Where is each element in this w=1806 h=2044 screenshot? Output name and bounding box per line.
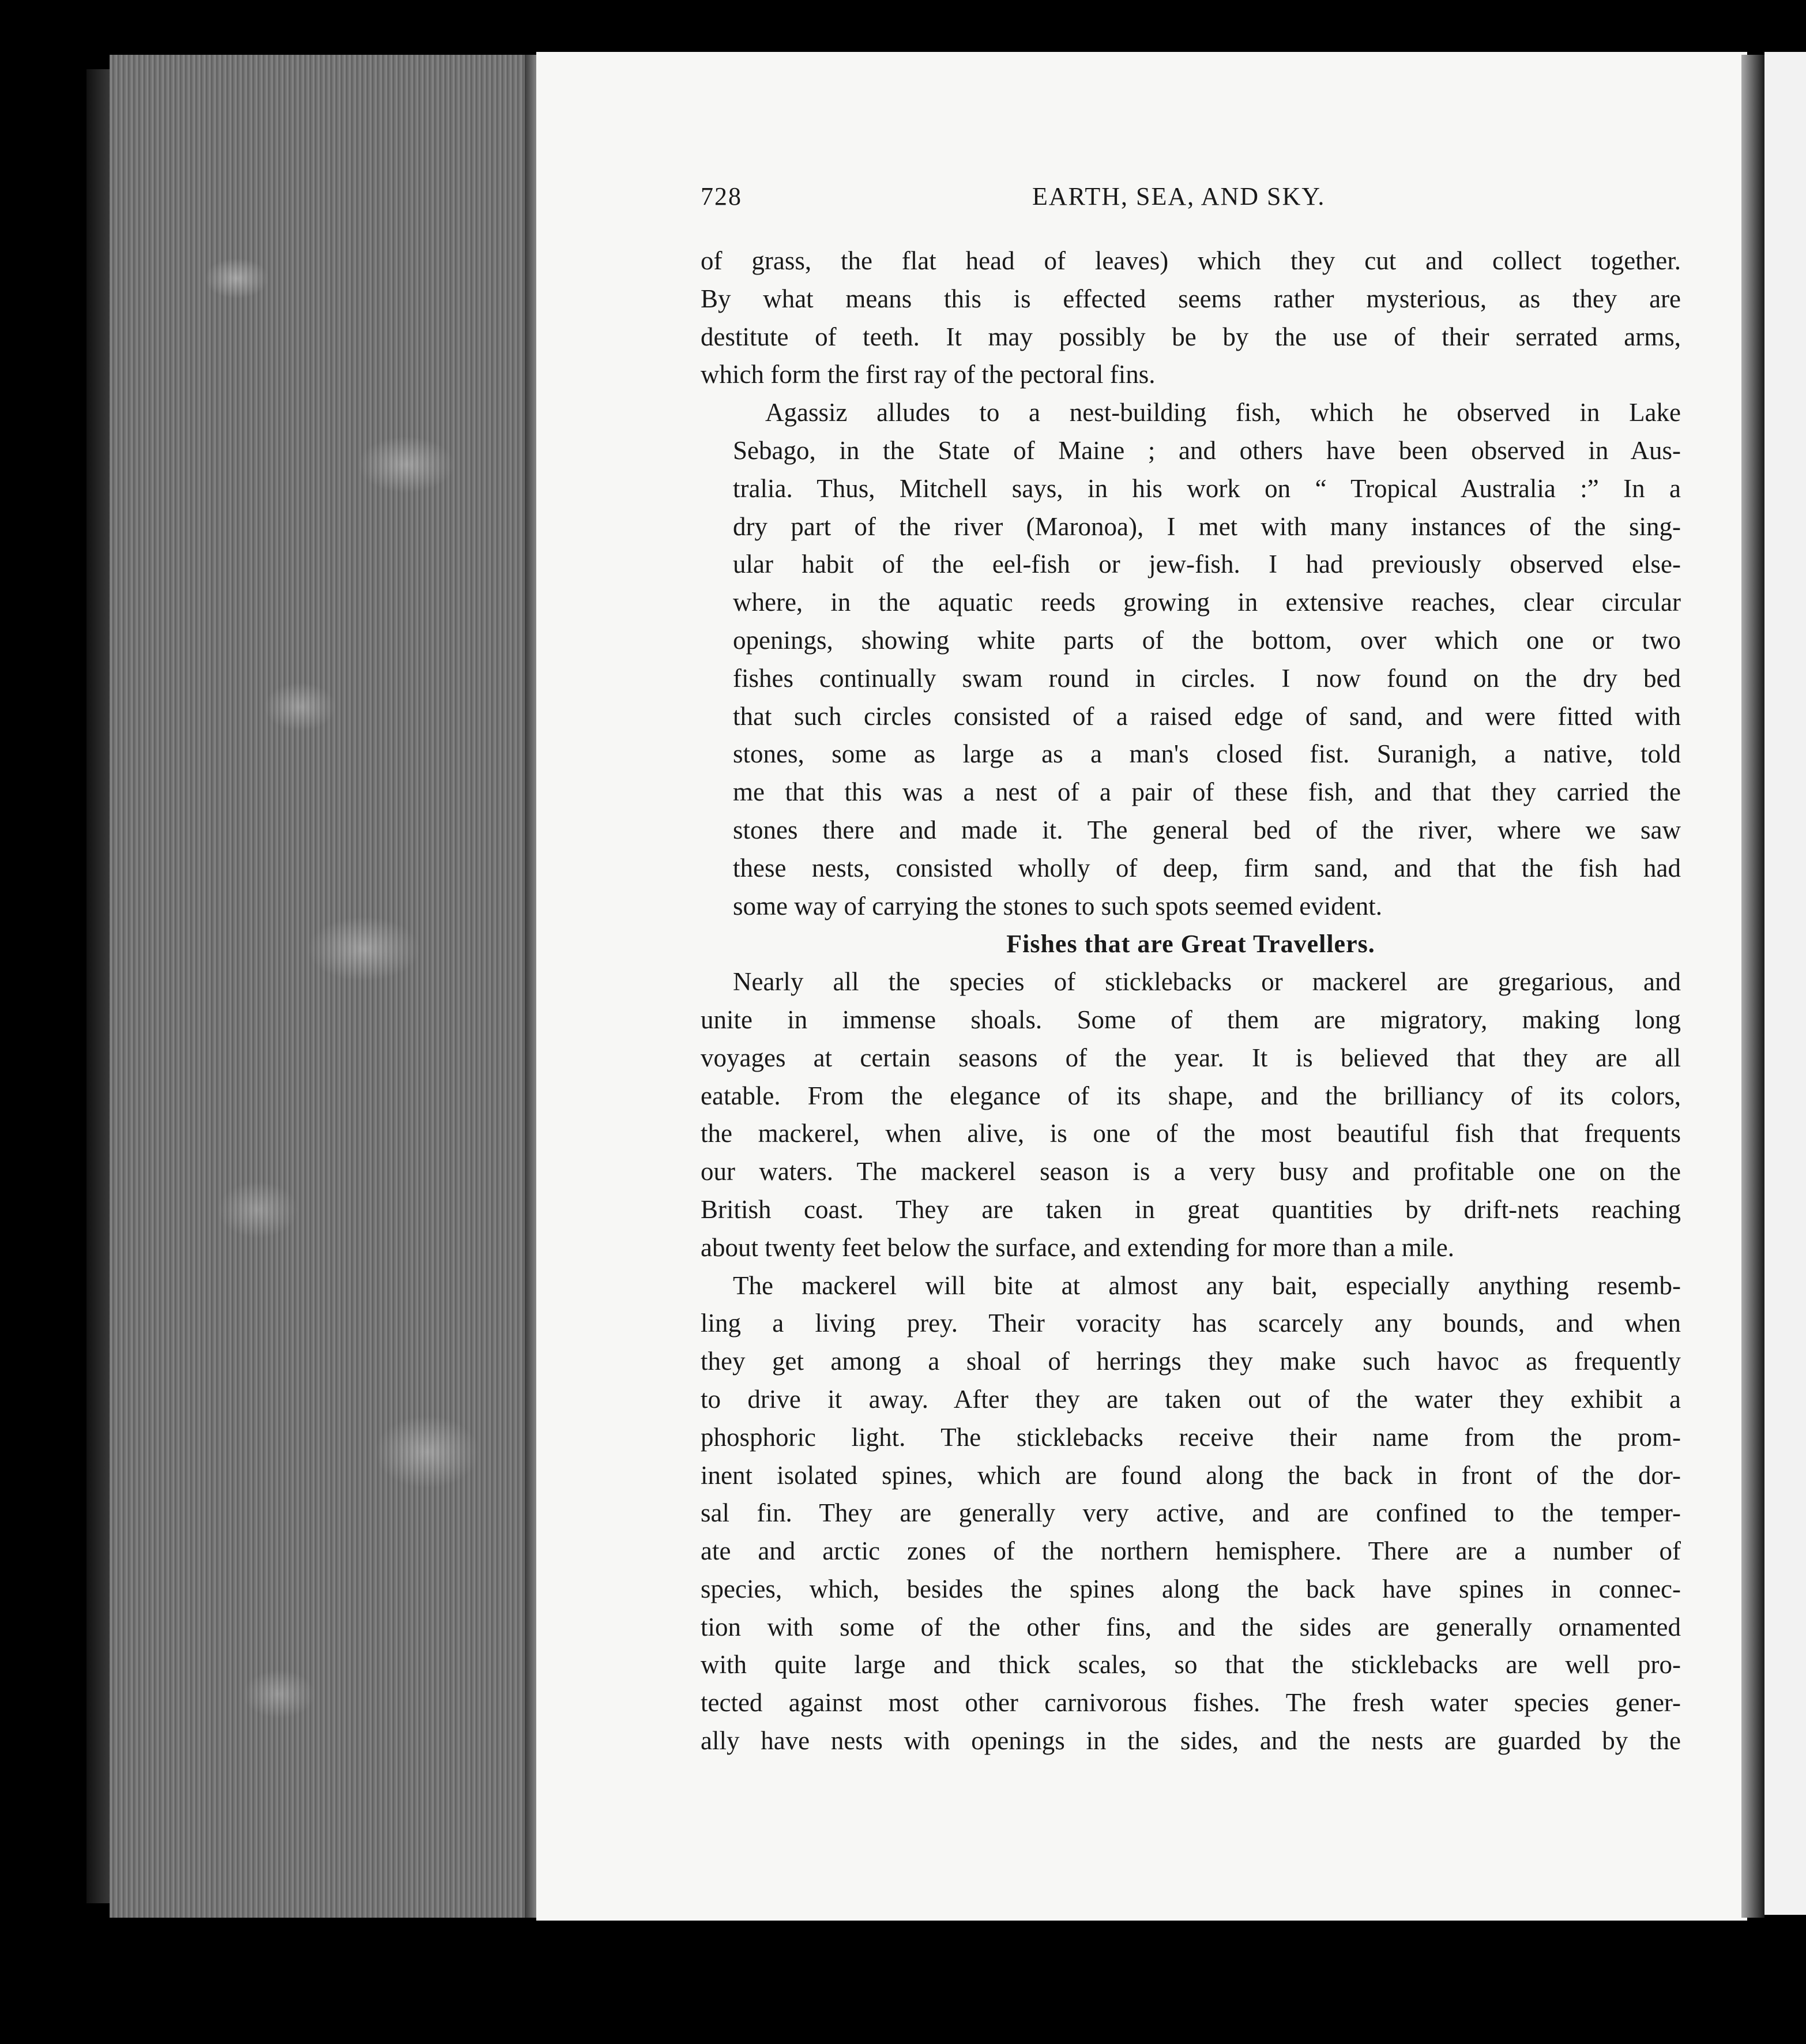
marbled-fore-edge	[110, 55, 533, 1918]
text-line: of grass, the flat head of leaves) which they cut and collect together.	[701, 246, 1681, 275]
section-heading: Fishes that are Great Travellers.	[1006, 930, 1375, 959]
text-line: tralia. Thus, Mitchell says, in his work on “ Tropical Australia :” In a	[733, 474, 1681, 503]
text-line: sal fin. They are generally very active, and are confined to the temper-	[701, 1498, 1681, 1528]
text-line: By what means this is effected seems rather mysterious, as they are	[701, 284, 1681, 313]
text-line: voyages at certain seasons of the year. It is believed that they are all	[701, 1043, 1681, 1072]
running-head: EARTH, SEA, AND SKY.	[1032, 182, 1326, 211]
text-line: ate and arctic zones of the northern hemisphere. There are a number of	[701, 1536, 1681, 1566]
text-line: British coast. They are taken in great quantities by drift-nets reaching	[701, 1194, 1681, 1224]
text-line: these nests, consisted wholly of deep, firm sand, and that the fish had	[733, 853, 1681, 882]
text-line: dry part of the river (Maronoa), I met with many instances of the sing-	[733, 512, 1681, 541]
text-line: eatable. From the elegance of its shape, and the brilliancy of its colors,	[701, 1081, 1681, 1110]
text-line: which form the first ray of the pectoral fins.	[701, 360, 1156, 389]
text-line: ally have nests with openings in the sides, and the nests are guarded by the	[701, 1726, 1681, 1756]
text-line: me that this was a nest of a pair of these fish, and that they carried the	[733, 777, 1681, 807]
text-line: stones there and made it. The general bed of the river, where we saw	[733, 815, 1681, 844]
text-line: The mackerel will bite at almost any bait, especially anything resemb-	[733, 1271, 1681, 1300]
text-line: the mackerel, when alive, is one of the most beautiful fish that frequents	[701, 1119, 1681, 1148]
text-line: they get among a shoal of herrings they make such havoc as frequently	[701, 1347, 1681, 1376]
paragraph	[701, 1267, 1681, 1760]
text-line: inent isolated spines, which are found along the back in front of the dor-	[701, 1460, 1681, 1490]
text-line: tion with some of the other fins, and the sides are generally ornamented	[701, 1612, 1681, 1641]
text-line: some way of carrying the stones to such spots seemed evident.	[733, 891, 1382, 920]
text-line: where, in the aquatic reeds growing in extensive reaches, clear circular	[733, 588, 1681, 617]
paragraph	[701, 394, 1681, 925]
text-line: unite in immense shoals. Some of them are migratory, making long	[701, 1005, 1681, 1034]
paragraph	[701, 963, 1681, 1267]
scan-border-top	[0, 0, 1806, 58]
text-line: Agassiz alludes to a nest-building fish, which he observed in Lake	[765, 398, 1681, 427]
page-number: 728	[701, 182, 742, 211]
text-line: Sebago, in the State of Maine ; and others have been observed in Aus-	[733, 435, 1681, 465]
text-line: that such circles consisted of a raised edge of sand, and were fitted with	[733, 701, 1681, 731]
paragraph	[701, 242, 1681, 394]
text-line: to drive it away. After they are taken out of the water they exhibit a	[701, 1384, 1681, 1414]
text-line: openings, showing white parts of the bottom, over which one or two	[733, 625, 1681, 655]
text-line: our waters. The mackerel season is a very busy and profitable one on the	[701, 1157, 1681, 1186]
page-header	[701, 182, 1681, 216]
text-line: Nearly all the species of sticklebacks or mackerel are gregarious, and	[733, 967, 1681, 997]
text-line: stones, some as large as a man's closed fist. Suranigh, a native, told	[733, 739, 1681, 769]
body-text	[701, 242, 1681, 1760]
text-line: species, which, besides the spines along the back have spines in connec-	[701, 1574, 1681, 1603]
text-line: destitute of teeth. It may possibly be by the use of their serrated arms,	[701, 322, 1681, 351]
text-line: tected against most other carnivorous fishes. The fresh water species gener-	[701, 1688, 1681, 1718]
text-line: with quite large and thick scales, so that the sticklebacks are well pro-	[701, 1650, 1681, 1679]
text-line: about twenty feet below the surface, and extending for more than a mile.	[701, 1233, 1455, 1262]
text-line: ular habit of the eel-fish or jew-fish. I had previously observed else-	[733, 550, 1681, 579]
next-page-sliver	[1764, 52, 1806, 1915]
page-edge-shadow	[1741, 55, 1764, 1918]
text-line: phosphoric light. The sticklebacks receive their name from the prom-	[701, 1422, 1681, 1452]
text-line: ling a living prey. Their voracity has scarcely any bounds, and when	[701, 1309, 1681, 1338]
text-line: fishes continually swam round in circles. I now found on the dry bed	[733, 663, 1681, 693]
